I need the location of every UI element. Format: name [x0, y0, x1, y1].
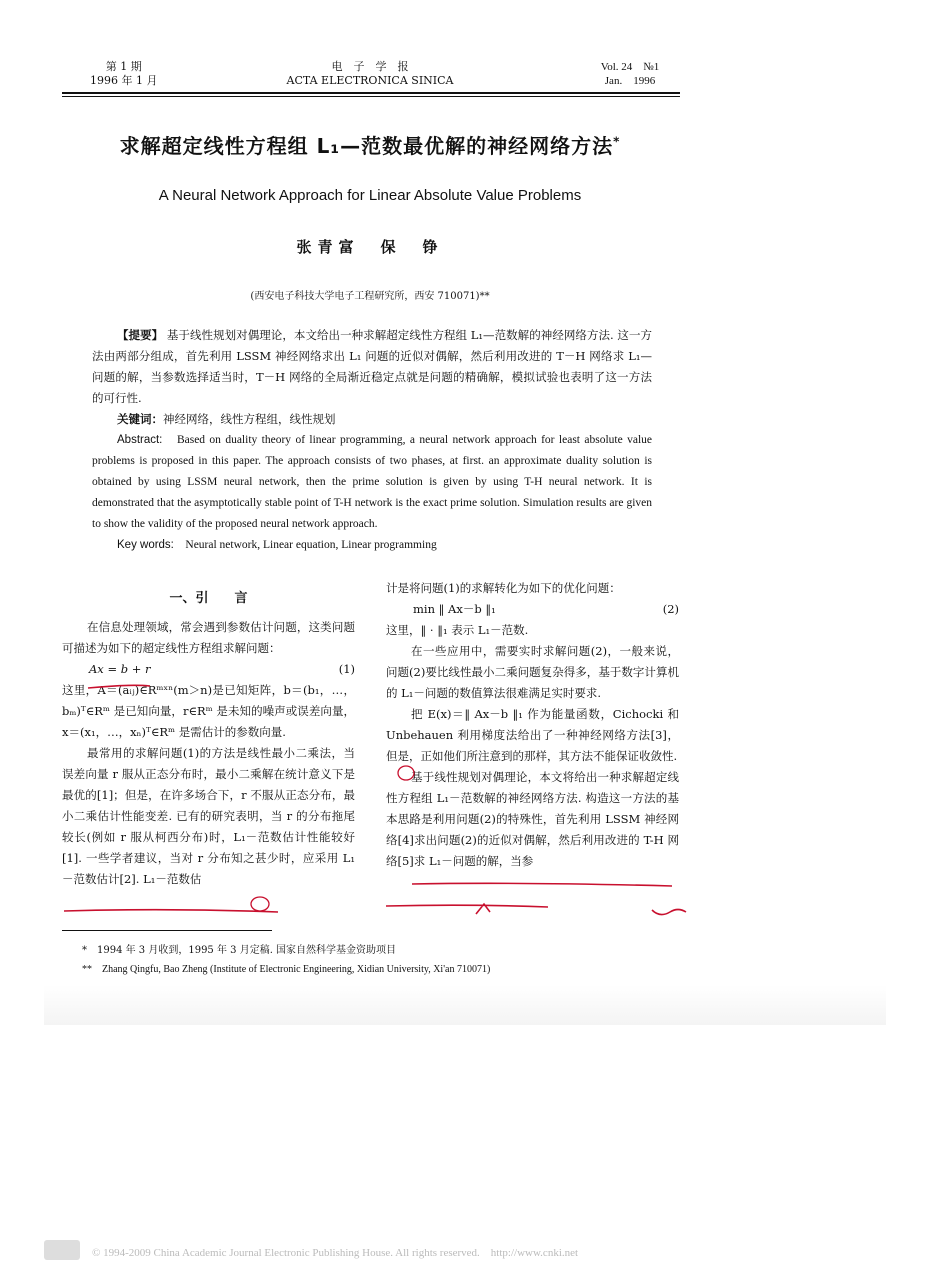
header-issue — [90, 60, 157, 88]
header-journal-cn: 电 子 学 报 — [331, 60, 409, 73]
equation-1-body: Ax = b + r — [89, 662, 151, 676]
footer-copyright: © 1994-2009 China Academic Journal Electronic Publishing House. All rights reserved. http://www.cnki.net — [92, 1247, 579, 1259]
authors: 张青富 保 铮 — [296, 238, 444, 256]
section-title-introduction: 一、引 言 — [169, 591, 248, 606]
right-column — [386, 578, 679, 872]
right-paragraph-5: 基于线性规划对偶理论，本文将给出一种求解超定线性方程组 L₁－范数解的神经网络方法. 构造这一方法的基本思路是利用问题(2)的特殊性，首先利用 LSSM 神经网络[4]求出问题(2)的近似对偶解，然后利用改进的 T-H 网络[5]求 L₁－问题的解，当参 — [386, 770, 679, 868]
keywords-label-cn: 关键词： — [117, 412, 163, 426]
abstract-cn: 【提要】 基于线性规划对偶理论，本文给出一种求解超定线性方程组 L₁—范数解的神经网络方法. 这一方法由两部分组成，首先利用 LSSM 神经网络求出 L₁ 问题的近似对偶解，然后利用改进的 T－H 网络求 L₁—问题的解，当参数选择适当时，T－H 网络的全局渐近稳定点就是问题的精确解，模拟试验也表明了这一方法的可行性. — [92, 328, 652, 405]
equation-2 — [386, 599, 679, 620]
header-date-cn: 1996 年 1 月 — [90, 74, 158, 87]
equation-2-number: (2) — [662, 602, 679, 616]
title-en: A Neural Network Approach for Linear Absolute Value Problems — [158, 187, 582, 204]
header-date-en: Jan. 1996 — [604, 75, 656, 87]
title-footnote-mark: * — [613, 134, 621, 149]
header-rule-thin — [62, 96, 680, 97]
right-paragraph-4: 把 E(x)＝‖ Ax－b ‖₁ 作为能量函数，Cichocki 和 Unbehauen 利用梯度法给出了一种神经网络方法[3]，但是，正如他们所注意到的那样，其方法不能保证收敛性. — [386, 707, 679, 763]
right-paragraph-1: 计是将问题(1)的求解转化为如下的优化问题： — [386, 581, 621, 595]
left-paragraph-3: 最常用的求解问题(1)的方法是线性最小二乘法，当误差向量 r 服从正态分布时，最小二乘解在统计意义下是最优的[1]；但是，在许多场合下，r 不服从正态分布，最小二乘估计性能变差. 已有的研究表明，当 r 的分布拖尾较长(例如 r 服从柯西分布)时，L₁－范数估计性能较好[1]. 一些学者建议，当对 r 分布知之甚少时，应采用 L₁－范数估计[2]. L₁－范数估 — [62, 746, 355, 886]
annotation-underline-right-1 — [412, 883, 672, 886]
annotation-underline-right-2 — [386, 904, 548, 914]
footer — [0, 1240, 928, 1262]
right-paragraph-2: 这里，‖ · ‖₁ 表示 L₁－范数. — [386, 623, 529, 637]
header-journal-en: ACTA ELECTRONICA SINICA — [286, 74, 454, 87]
affiliation: (西安电子科技大学电子工程研究所，西安 710071)** — [250, 291, 490, 302]
header-volume — [590, 60, 670, 88]
abstract-label-en: Abstract: — [117, 434, 163, 446]
equation-2-body: min ‖ Ax－b ‖₁ — [413, 602, 496, 616]
title-cn: 求解超定线性方程组 L₁—范数最优解的神经网络方法* — [119, 134, 621, 158]
footnote-1: * 1994 年 3 月收到，1995 年 3 月定稿. 国家自然科学基金资助项目 — [82, 945, 397, 956]
abstract-block — [92, 325, 652, 556]
left-paragraph-2: 这里，A＝(aᵢⱼ)∈Rᵐˣⁿ(m＞n)是已知矩阵，b＝(b₁，…，bₘ)ᵀ∈Rᵐ 是已知向量，r∈Rᵐ 是未知的噪声或误差向量，x＝(x₁，…，xₙ)ᵀ∈Rᵐ 是需估计的参数向量. — [62, 683, 355, 739]
header-journal — [270, 60, 470, 88]
annotation-circle-ref2 — [251, 897, 269, 911]
keywords-en: Key words: Neural network, Linear equation, Linear programming — [117, 539, 437, 551]
abstract-label-cn: 【提要】 — [117, 328, 164, 342]
keywords-cn: 关键词：神经网络，线性方程组，线性规划 — [117, 412, 336, 426]
left-paragraph-1: 在信息处理领域，常会遇到参数估计问题，这类问题可描述为如下的超定线性方程组求解问题： — [62, 620, 355, 655]
annotation-curl — [652, 910, 686, 915]
cnki-logo-icon — [44, 1240, 80, 1260]
header-vol: Vol. 24 №1 — [600, 61, 660, 73]
keywords-label-en: Key words: — [117, 539, 174, 551]
annotation-underline-left — [64, 910, 278, 912]
left-column — [62, 588, 355, 890]
footnote-rule — [62, 930, 272, 931]
equation-1 — [62, 659, 355, 680]
equation-1-number: (1) — [338, 662, 355, 676]
header-rule-thick — [62, 92, 680, 94]
scan-shade — [44, 985, 886, 1025]
header-issue-cn: 第 1 期 — [105, 60, 142, 73]
right-paragraph-3: 在一些应用中，需要实时求解问题(2)，一般来说，问题(2)要比线性最小二乘问题复杂得多，基于数字计算机的 L₁－问题的数值算法很难满足实时要求. — [386, 644, 679, 700]
footnote-2: ** Zhang Qingfu, Bao Zheng (Institute of Electronic Engineering, Xidian University, Xi'an 710071) — [82, 964, 491, 975]
abstract-en: Abstract: Based on duality theory of linear programming, a neural network approach for least absolute value problems is proposed in this paper. The approach consists of two phases, at first. an approximate duality solution is obtained by using LSSM neural network, then the prime solution is given by using T-H neural network. It is demonstrated that the asymptotically stable point of T-H network is the exact prime solution. Simulation results are given to show the validity of the proposed neural network approach. — [92, 434, 653, 530]
